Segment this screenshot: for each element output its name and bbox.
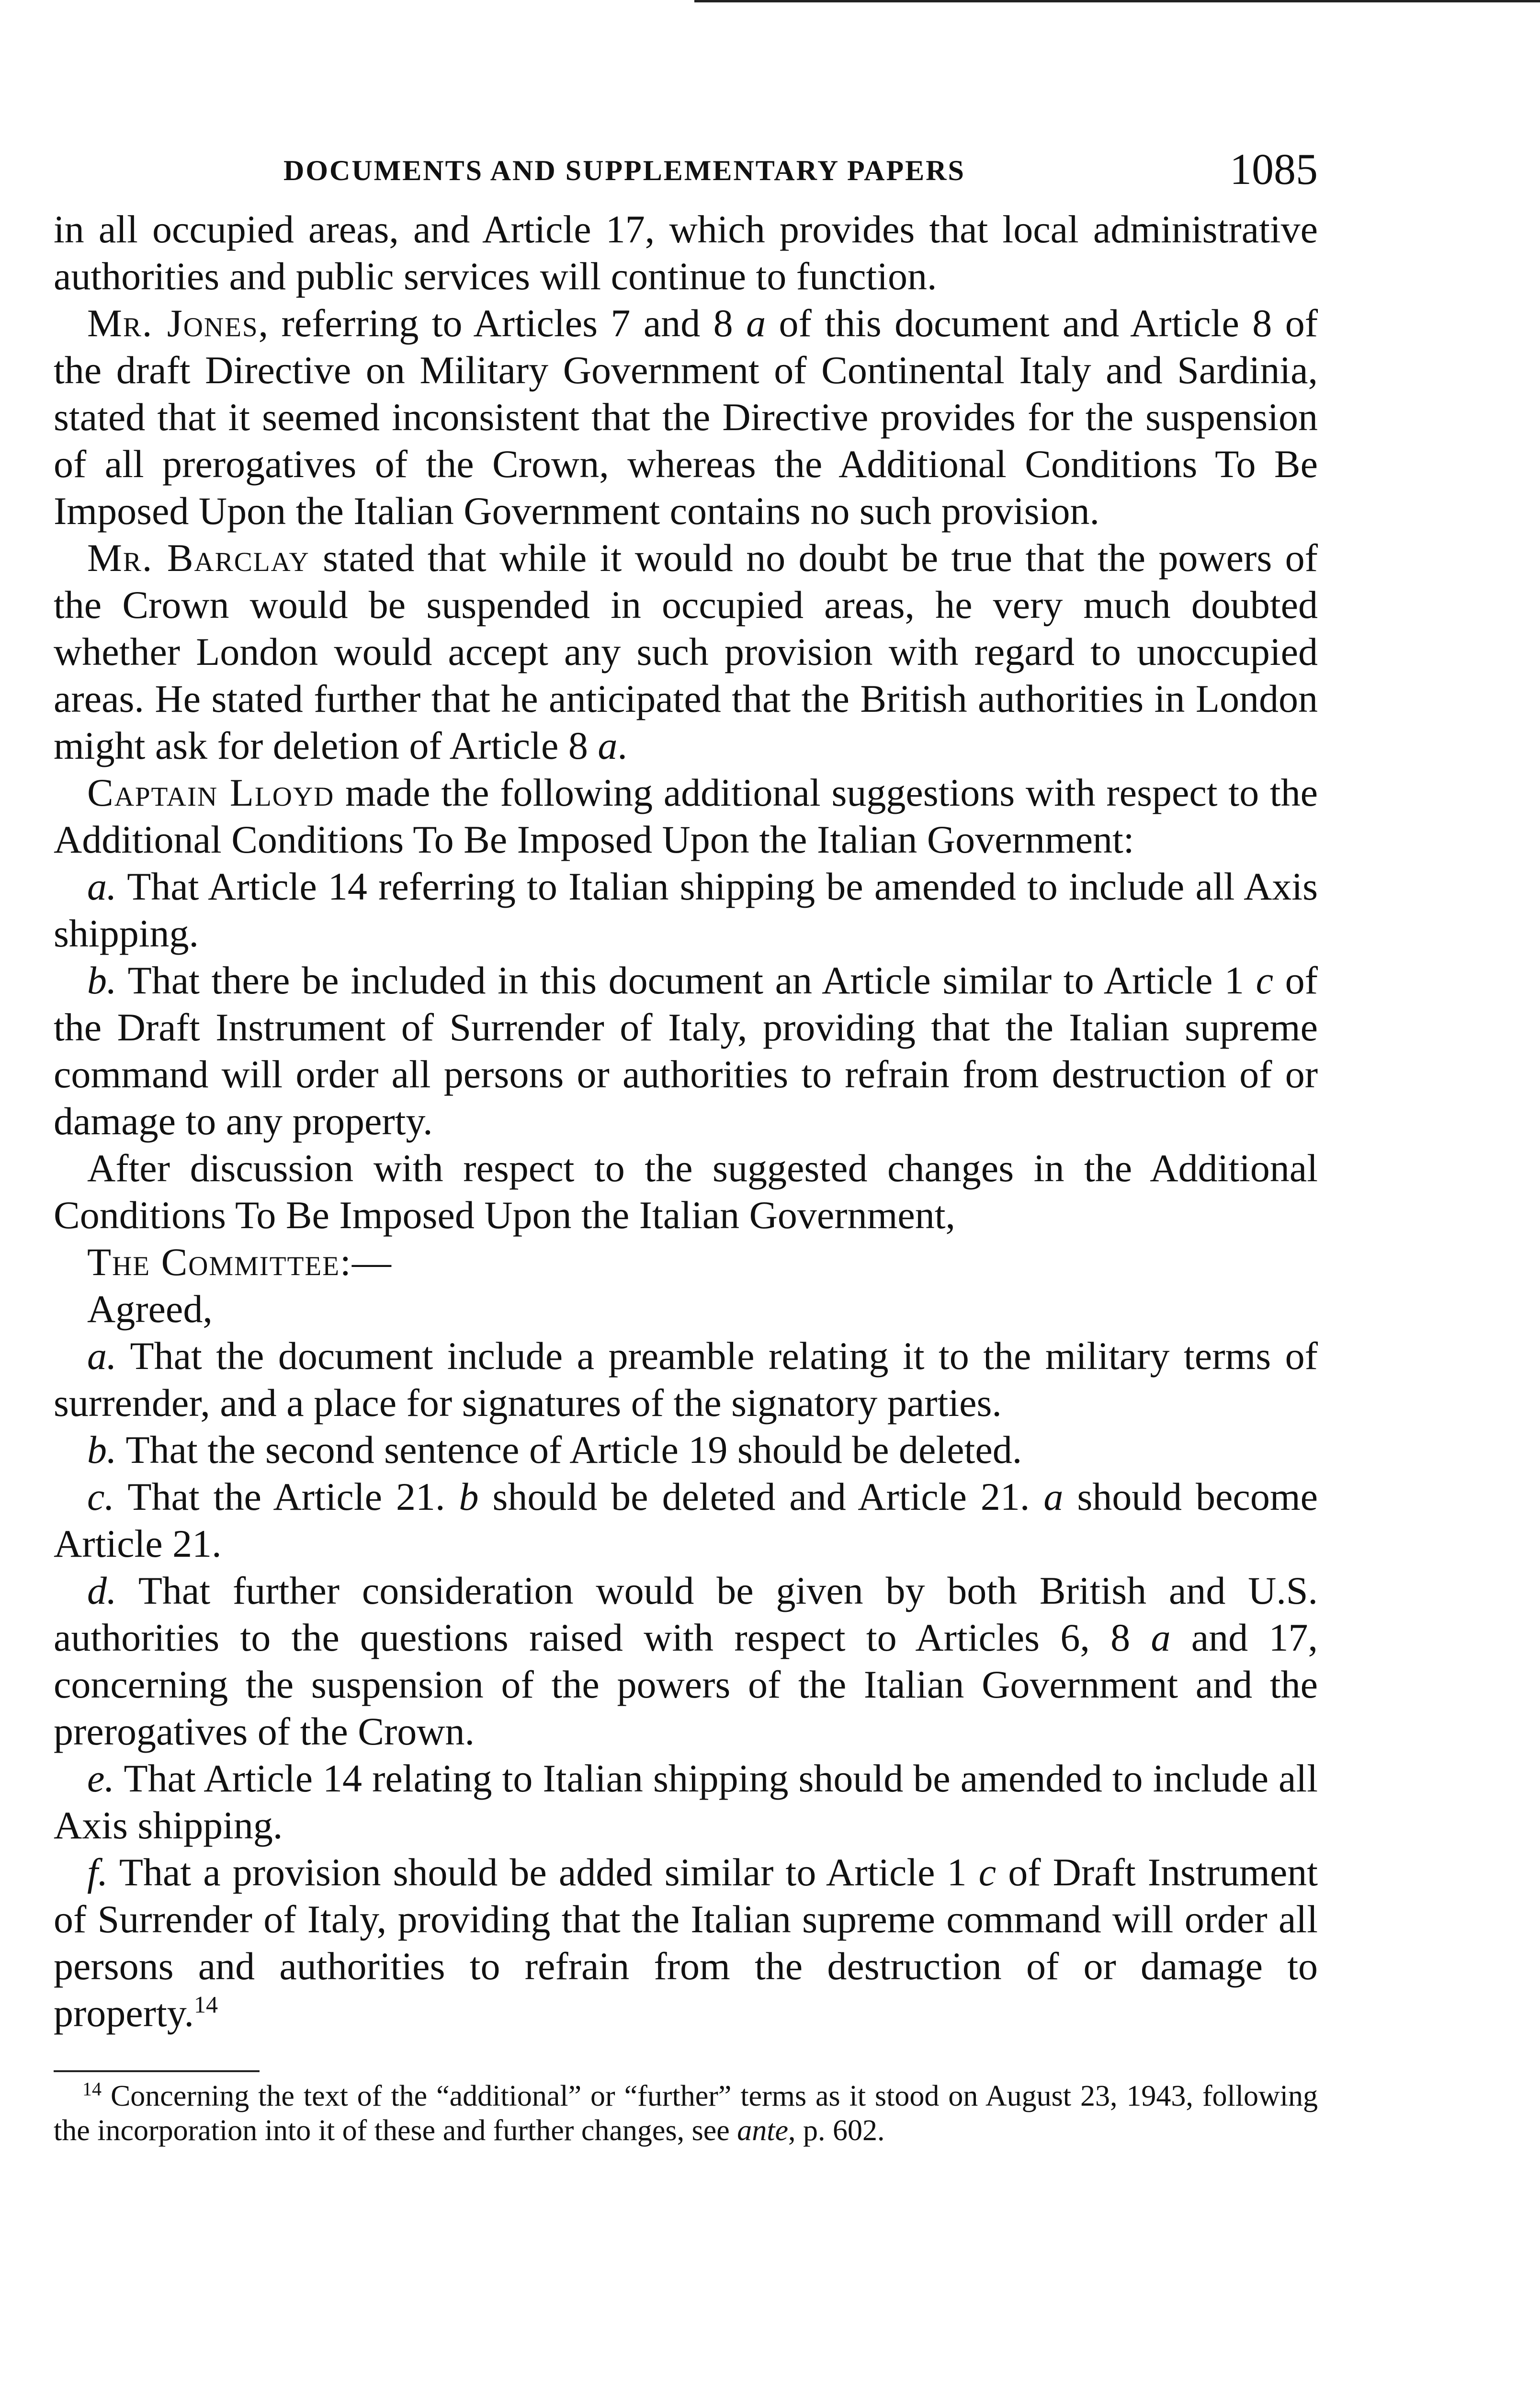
agreed-item-e bbox=[54, 1755, 1318, 1849]
item-letter: b. bbox=[87, 1428, 117, 1471]
suggestion-b bbox=[54, 957, 1318, 1145]
speaker-name: Mr. Barclay bbox=[87, 536, 310, 580]
item-text: That the Article 21. bbox=[114, 1475, 459, 1518]
paragraph-text: , referring to Articles 7 and 8 bbox=[258, 301, 747, 345]
item-text: of Draft Instrument of Surrender of Italy, providing that the Italian supreme command will order all persons and authorities to refrain from the destruction of or damage to property. bbox=[54, 1850, 1318, 2035]
item-text: That there be included in this document an Article similar to Article 1 bbox=[116, 958, 1256, 1002]
footnote-text: Concerning the text of the “additional” or “further” terms as it stood on August 23, 1943, following the incorporation into it of these and further changes, see bbox=[54, 2080, 1318, 2147]
paragraph-continuation: in all occupied areas, and Article 17, which provides that local administrative authorities and public services will continue to function. bbox=[54, 207, 1318, 298]
article-letter: b bbox=[459, 1475, 479, 1518]
item-letter: c. bbox=[87, 1475, 114, 1518]
article-letter: a bbox=[746, 301, 766, 345]
item-text: That Article 14 relating to Italian shipping should be amended to include all Axis shipping. bbox=[54, 1756, 1318, 1847]
paragraph-lloyd bbox=[54, 769, 1318, 863]
agreed-item-a bbox=[54, 1333, 1318, 1426]
footnote-italic: ante bbox=[737, 2114, 788, 2147]
paragraph-jones bbox=[54, 300, 1318, 535]
page bbox=[54, 144, 1318, 2178]
item-letter: a. bbox=[87, 1334, 117, 1378]
speaker-name: Mr. Jones bbox=[87, 301, 259, 345]
article-letter: c bbox=[1256, 958, 1274, 1002]
item-letter: e. bbox=[87, 1756, 114, 1800]
item-letter: f. bbox=[87, 1850, 108, 1894]
footnote-marker: 14 bbox=[82, 2078, 102, 2100]
item-letter: b. bbox=[87, 958, 117, 1002]
page-number: 1085 bbox=[1230, 145, 1318, 194]
paragraph-barclay bbox=[54, 535, 1318, 769]
agreed-item-f bbox=[54, 1849, 1318, 2037]
body-text bbox=[54, 206, 1318, 2037]
item-text: That Article 14 referring to Italian shipping be amended to include all Axis shipping. bbox=[54, 865, 1318, 955]
item-letter: a. bbox=[87, 865, 117, 908]
paragraph-text: . bbox=[617, 724, 627, 767]
paragraph-discussion: After discussion with respect to the suggested changes in the Additional Conditions To Be Imposed Upon the Italian Government, bbox=[54, 1146, 1318, 1237]
item-letter: d. bbox=[87, 1569, 117, 1612]
paragraph-text: made the following additional suggestions with respect to the Additional Conditions To Be Imposed Upon the Italian Government: bbox=[54, 771, 1318, 861]
article-letter: a bbox=[1151, 1616, 1171, 1659]
item-text: That further consideration would be given by both British and U.S. authorities to the questions raised with respect to Articles 6, 8 bbox=[54, 1569, 1318, 1659]
item-text: That the document include a preamble relating it to the military terms of surrender, and a place for signatures of the signatory parties. bbox=[54, 1334, 1318, 1425]
speaker-name: Captain Lloyd bbox=[87, 771, 335, 814]
agreed-item-b bbox=[54, 1426, 1318, 1473]
agreed-heading: Agreed, bbox=[87, 1287, 213, 1331]
committee-heading: The Committee:— bbox=[87, 1240, 392, 1284]
paragraph-text: of this document and Article 8 of the draft Directive on Military Government of Continental Italy and Sardinia, stated that it seemed inconsistent that the Directive provides for the suspension of all prerogatives of the Crown, whereas the Additional Conditions To Be Imposed Upon the Italian Government contains no such provision. bbox=[54, 301, 1318, 533]
agreed-item-d bbox=[54, 1567, 1318, 1755]
top-rule bbox=[694, 0, 1540, 2]
item-text: and 17, concerning the suspension of the powers of the Italian Government and the prerogatives of the Crown. bbox=[54, 1616, 1318, 1753]
suggestion-a bbox=[54, 863, 1318, 957]
agreed-item-c bbox=[54, 1473, 1318, 1567]
footnote bbox=[54, 2079, 1318, 2148]
item-text: should be deleted and Article 21. bbox=[478, 1475, 1044, 1518]
footnote-rule bbox=[54, 2070, 260, 2072]
item-text: should become Article 21. bbox=[54, 1475, 1318, 1565]
item-text: That a provision should be added similar to Article 1 bbox=[108, 1850, 979, 1894]
article-letter: a bbox=[598, 724, 618, 767]
footnote-reference: 14 bbox=[193, 1991, 218, 2018]
paragraph-text: stated that while it would no doubt be true that the powers of the Crown would be suspended in occupied areas, he very much doubted whether London would accept any such provision with regard to unoccupied areas. He stated further that he anticipated that the British authorities in London might ask for deletion of Article 8 bbox=[54, 536, 1318, 767]
page-header bbox=[54, 144, 1318, 206]
running-head: DOCUMENTS AND SUPPLEMENTARY PAPERS bbox=[283, 155, 965, 186]
footnote-text: , p. 602. bbox=[788, 2114, 885, 2147]
item-text: That the second sentence of Article 19 should be deleted. bbox=[116, 1428, 1022, 1471]
article-letter: a bbox=[1043, 1475, 1064, 1518]
item-text: of the Draft Instrument of Surrender of Italy, providing that the Italian supreme command will order all persons or authorities to refrain from destruction of or damage to any property. bbox=[54, 958, 1318, 1143]
article-letter: c bbox=[978, 1850, 996, 1894]
